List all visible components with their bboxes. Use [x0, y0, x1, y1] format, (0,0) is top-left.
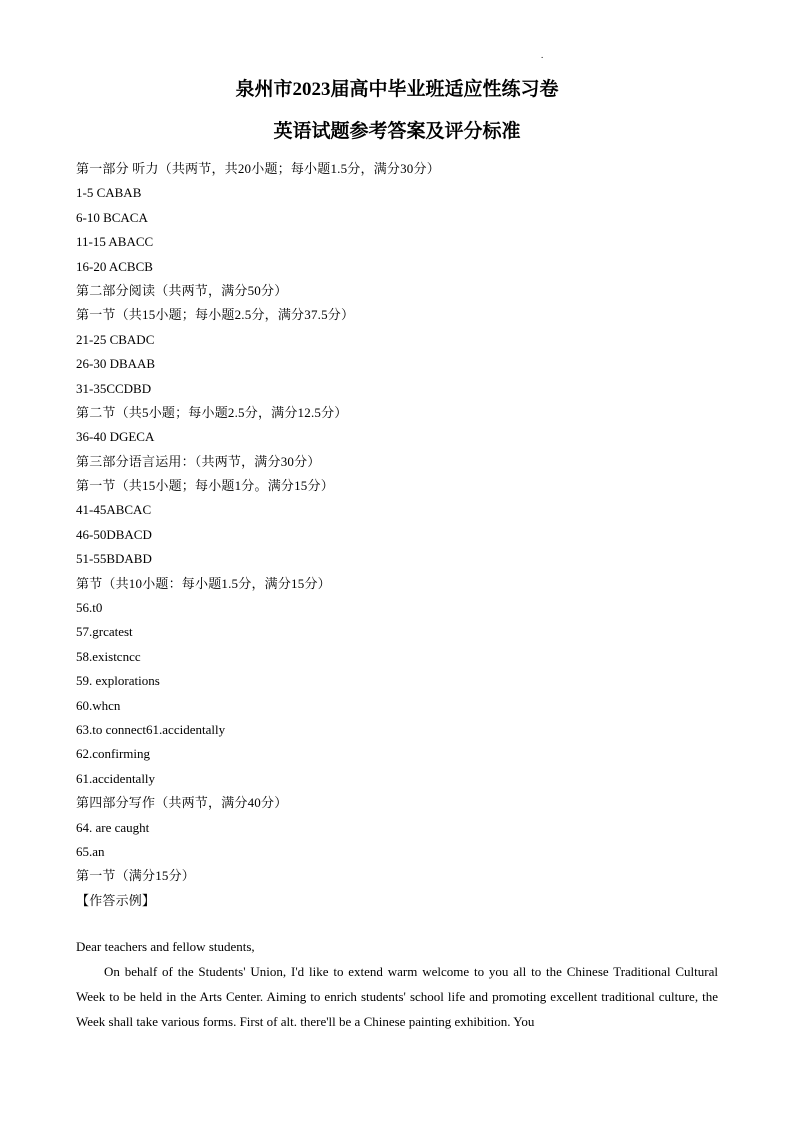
essay-salutation: Dear teachers and fellow students, [76, 939, 255, 954]
answer-line: 51-55BDABD [76, 551, 152, 567]
answer-line: 1-5 CABAB [76, 185, 142, 201]
subsection-heading: 第一节（满分15分） [76, 868, 196, 884]
answer-line: 65.an [76, 843, 105, 859]
essay-paragraph: On behalf of the Students' Union, I'd like to extend warm welcome to you all to the Chinese Traditional Cultural Week to be held in the Arts Center. Aiming to enrich students' school life and promoting excellent traditional culture, the Week shall take various forms. First of alt. there'll be a Chinese painting exhibition. You [76, 964, 718, 1029]
section-heading: 第一部分 听力（共两节，共20小题；每小题1.5分，满分30分） [76, 161, 440, 176]
answer-line: 58.existcncc [76, 648, 141, 664]
answer-line: 41-45ABCAC [76, 502, 152, 518]
answer-line: 26-30 DBAAB [76, 356, 156, 372]
subsection-heading: 第一节（共15小题；每小题2.5分，满分37.5分） [76, 307, 355, 323]
answer-line: 56.t0 [76, 600, 103, 616]
sample-answer-label: 【作答示例】 [76, 892, 156, 908]
answer-line: 57.grcatest [76, 624, 133, 640]
document-title: 泉州市2023届高中毕业班适应性练习卷 [235, 79, 559, 100]
section-heading: 第三部分语言运用：（共两节，满分30分） [76, 453, 321, 469]
answer-line: 6-10 BCACA [76, 209, 148, 225]
corner-mark: . [541, 50, 544, 60]
answer-list [76, 157, 726, 913]
answer-line: 31-35CCDBD [76, 380, 152, 396]
answer-line: 36-40 DGECA [76, 429, 155, 445]
answer-line: 46-50DBACD [76, 526, 152, 542]
answer-line: 63.to connect61.accidentally [76, 721, 226, 737]
answer-line: 21-25 CBADC [76, 331, 155, 347]
subsection-heading: 第一节（共15小题；每小题1分。满分15分） [76, 478, 334, 494]
answer-line: 62.confirming [76, 746, 151, 762]
document-subtitle: 英语试题参考答案及评分标准 [273, 121, 521, 142]
answer-line: 64. are caught [76, 819, 150, 835]
section-heading: 第四部分写作（共两节，满分40分） [76, 795, 288, 811]
answer-line: 60.whcn [76, 697, 121, 713]
subsection-heading: 第节（共10小题：每小题1.5分，满分15分） [76, 575, 331, 591]
answer-line: 59. explorations [76, 673, 160, 689]
subsection-heading: 第二节（共5小题；每小题2.5分，满分12.5分） [76, 404, 348, 420]
answer-line: 16-20 ACBCB [76, 258, 153, 274]
section-heading: 第二部分阅读（共两节，满分50分） [76, 282, 288, 298]
answer-line: 11-15 ABACC [76, 234, 154, 250]
answer-line: 61.accidentally [76, 770, 156, 786]
